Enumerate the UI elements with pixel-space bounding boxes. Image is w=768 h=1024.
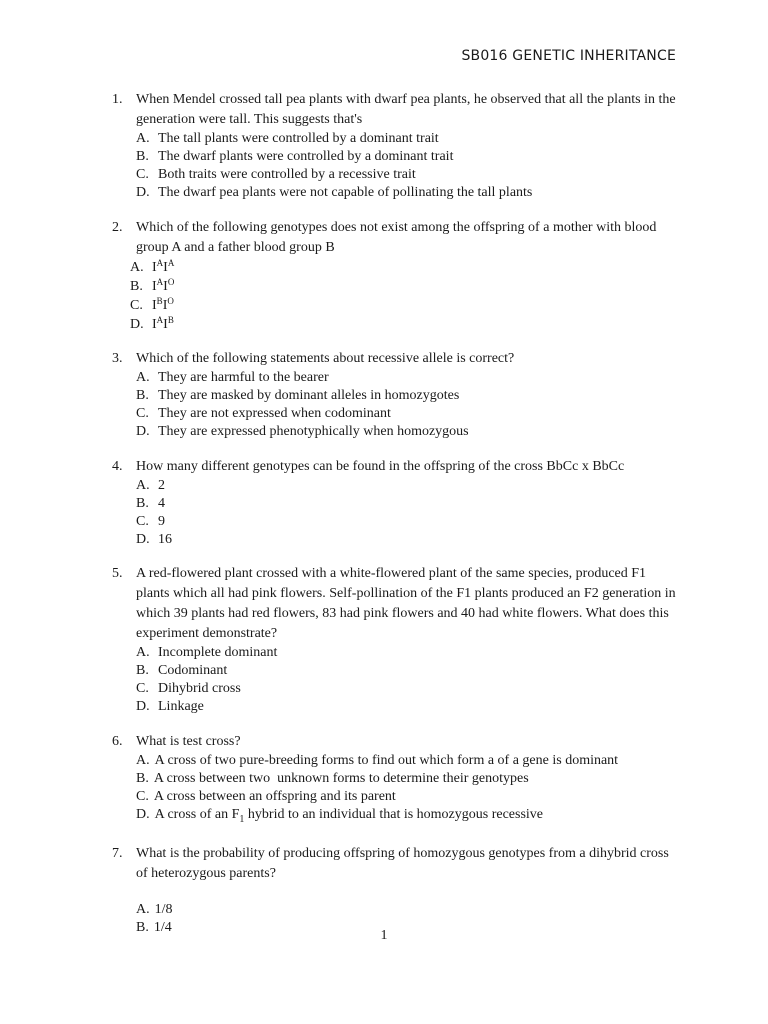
option-c: C. They are not expressed when codominant xyxy=(136,406,391,421)
option-a: A. $I^AI^A$ xyxy=(130,257,175,275)
genotype: $I^AI^O$ xyxy=(152,276,175,294)
option-d: D. A cross of an $F_1$ hybrid to an individual that is homozygous recessive xyxy=(136,806,544,825)
option-a: A. 2 xyxy=(136,477,165,493)
option-d: D. Linkage xyxy=(136,699,204,714)
question-number: 4. xyxy=(112,458,123,474)
genotype: $I^BI^O$ xyxy=(152,295,174,313)
page-number: 1 xyxy=(380,928,388,943)
question-4 xyxy=(112,458,682,549)
option-b: B. $I^AI^O$ xyxy=(130,276,175,294)
question-6 xyxy=(112,733,682,829)
option-a: A. Incomplete dominant xyxy=(136,645,278,660)
document-header: SB016 GENETIC INHERITANCE xyxy=(461,48,676,64)
option-b: B. A cross between two unknown forms to determine their genotypes xyxy=(136,770,529,786)
question-text: What is the probability of producing offspring of homozygous genotypes from a dihybrid cross of heterozygous parents? xyxy=(136,845,669,881)
question-number: 7. xyxy=(112,845,123,861)
question-text: A red-flowered plant crossed with a white-flowered plant of the same species, produced F1 plants which all had pink flowers. Self-pollination of the F1 plants produced an F2 generation in which 39 plants had red flowers, 83 had pink flowers and 40 had white flowers. What does this experiment demonstrate? xyxy=(136,566,676,641)
question-2 xyxy=(112,219,682,334)
option-a: A. A cross of two pure-breeding forms to find out which form a of a gene is dominant xyxy=(136,752,619,768)
option-b: B. 1/4 xyxy=(136,919,172,935)
question-list xyxy=(112,91,682,953)
question-text: What is test cross? xyxy=(136,733,241,749)
option-c: C. 9 xyxy=(136,513,165,529)
option-a: A. The tall plants were controlled by a dominant trait xyxy=(136,131,439,146)
option-list xyxy=(112,258,682,334)
question-text: How many different genotypes can be found in the offspring of the cross BbCc x BbCc xyxy=(136,458,625,474)
option-list xyxy=(112,369,682,441)
question-number: 1. xyxy=(112,92,123,107)
question-text: When Mendel crossed tall pea plants with dwarf pea plants, he observed that all the plants in the generation were tall. This suggests that's xyxy=(136,92,676,127)
question-text: Which of the following statements about recessive allele is correct? xyxy=(136,351,515,366)
option-c: C. A cross between an offspring and its parent xyxy=(136,788,396,804)
question-text: Which of the following genotypes does not exist among the offspring of a mother with blood group A and a father blood group B xyxy=(136,219,657,255)
question-5 xyxy=(112,565,682,716)
genotype: $I^AI^B$ xyxy=(152,314,174,332)
option-c: C. $I^BI^O$ xyxy=(130,295,174,313)
option-a: A. They are harmful to the bearer xyxy=(136,370,329,385)
option-list xyxy=(112,752,682,829)
question-number: 2. xyxy=(112,219,123,235)
question-number: 3. xyxy=(112,351,123,366)
option-a: A. 1/8 xyxy=(136,901,173,917)
option-c: C. Both traits were controlled by a recessive trait xyxy=(136,167,416,182)
option-c: C. Dihybrid cross xyxy=(136,681,241,696)
question-number: 6. xyxy=(112,733,123,749)
option-list xyxy=(112,130,682,202)
option-d: D. 16 xyxy=(136,531,172,547)
option-d: D. The dwarf pea plants were not capable of pollinating the tall plants xyxy=(136,185,533,200)
question-number: 5. xyxy=(112,566,123,581)
option-b: B. Codominant xyxy=(136,663,228,678)
option-b: B. The dwarf plants were controlled by a dominant trait xyxy=(136,149,454,164)
option-list xyxy=(112,477,682,549)
question-7 xyxy=(112,845,682,937)
option-b: B. 4 xyxy=(136,495,165,511)
option-d: D. $I^AI^B$ xyxy=(130,314,174,332)
question-3 xyxy=(112,350,682,441)
question-1 xyxy=(112,91,682,202)
option-list xyxy=(112,644,682,716)
option-d: D. They are expressed phenotyphically when homozygous xyxy=(136,424,469,439)
genotype: $I^AI^A$ xyxy=(152,257,175,275)
option-b: B. They are masked by dominant alleles in homozygotes xyxy=(136,388,460,403)
